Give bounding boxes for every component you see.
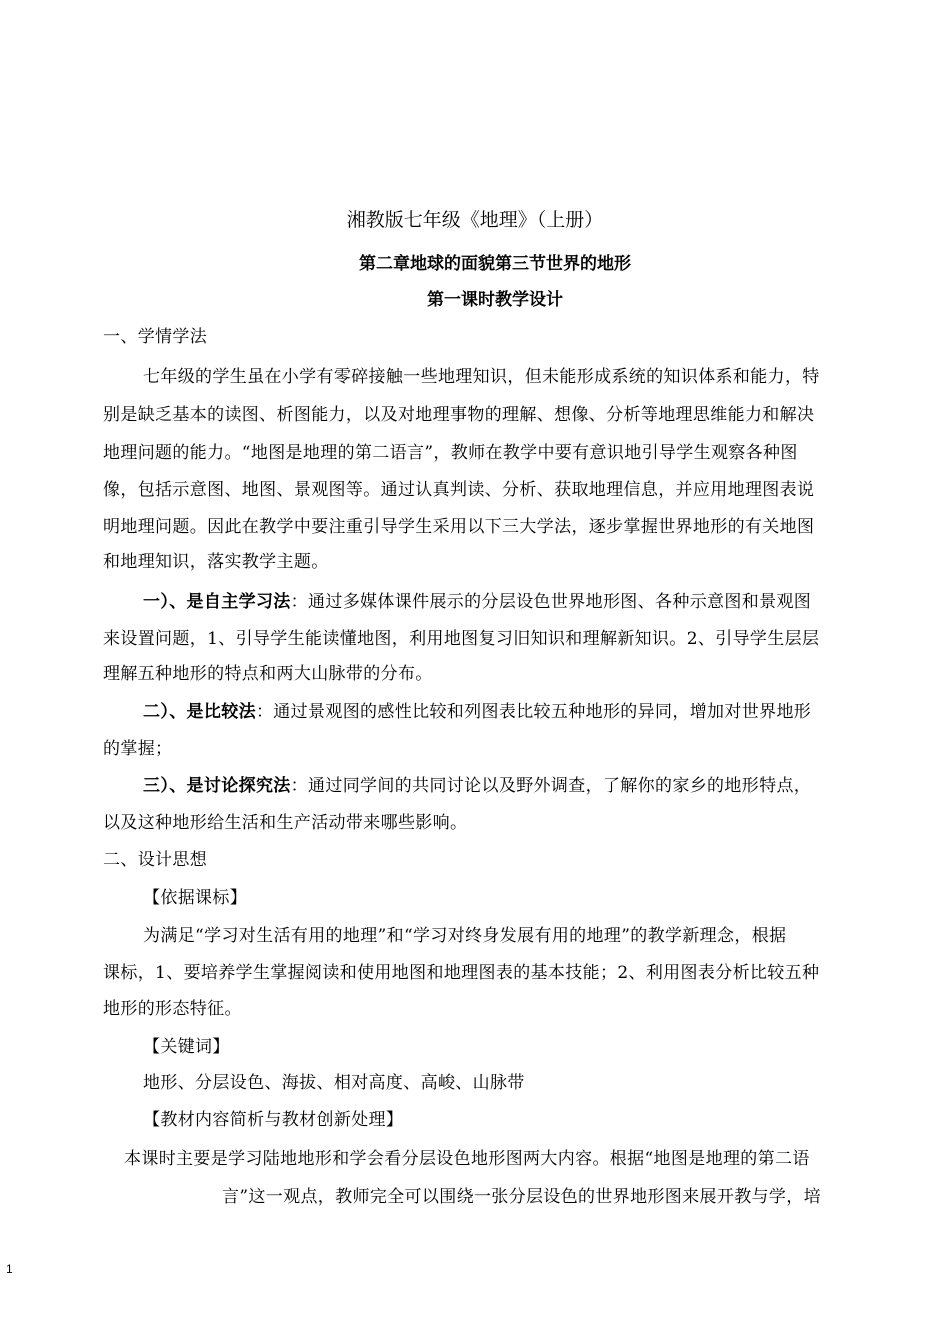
method-label: 一）、是自主学习法 [143,592,291,612]
paragraph-line: 和地理知识，落实教学主题。 [103,552,329,572]
section-heading-design: 二、设计思想 [103,850,208,870]
method-line [143,590,811,614]
paragraph-line: 本课时主要是学习陆地地形和学会看分层设色地形图两大内容。根据“地图是地理的第二语 [124,1149,810,1169]
method-text: ：通过同学间的共同讨论以及野外调查，了解你的家乡的地形特点， [290,776,812,796]
paragraph-line: 的掌握； [103,739,173,759]
paragraph-line: 别是缺乏基本的读图、析图能力，以及对地理事物的理解、想像、分析等地理思维能力和解决 [103,405,815,425]
paragraph-line: 像，包括示意图、地图、景观图等。通过认真判读、分析、获取地理信息，并应用地理图表说 [103,480,815,500]
method-line [143,774,811,798]
method-text: ：通过多媒体课件展示的分层设色世界地形图、各种示意图和景观图 [290,592,812,612]
subheading-basis: 【依据课标】 [143,888,248,908]
paragraph-line: 来设置问题，1、引导学生能读懂地图，利用地图复习旧知识和理解新知识。2、引导学生层层 [103,629,820,649]
paragraph-line: 七年级的学生虽在小学有零碎接触一些地理知识，但未能形成系统的知识体系和能力，特 [143,367,820,387]
paragraph-line: 明地理问题。因此在教学中要注重引导学生采用以下三大学法，逐步掌握世界地形的有关地图 [103,517,815,537]
keywords-line: 地形、分层设色、海拔、相对高度、高峻、山脉带 [143,1073,525,1093]
paragraph-line: 课标，1、要培养学生掌握阅读和使用地图和地理图表的基本技能；2、利用图表分析比较五种 [103,963,820,983]
method-label: 三）、是讨论探究法 [143,776,291,796]
paragraph-line: 为满足“学习对生活有用的地理”和“学习对终身发展有用的地理”的教学新理念，根据 [143,926,787,946]
subheading-content: 【教材内容简析与教材创新处理】 [143,1110,404,1130]
method-line [143,700,811,724]
page-number: 1 [6,1262,13,1276]
method-label: 二）、是比较法 [143,702,256,722]
paragraph-line: 地形的形态特征。 [103,999,242,1019]
lesson-heading: 第一课时教学设计 [427,290,563,310]
chapter-heading: 第二章地球的面貌第三节世界的地形 [359,254,631,274]
paragraph-line: 地理问题的能力。“地图是地理的第二语言”，教师在教学中要有意识地引导学生观察各种图 [103,443,798,463]
paragraph-line: 言”这一观点，教师完全可以围绕一张分层设色的世界地形图来展开教与学，培 [222,1187,821,1207]
method-text: ：通过景观图的感性比较和列图表比较五种地形的异同，增加对世界地形 [255,702,812,722]
subheading-keywords: 【关键词】 [143,1037,230,1057]
paragraph-line: 以及这种地形给生活和生产活动带来哪些影响。 [103,813,468,833]
paragraph-line: 理解五种地形的特点和两大山脉带的分布。 [103,664,433,684]
document-title: 湘教版七年级《地理》（上册） [346,209,604,231]
section-heading-learning: 一、学情学法 [103,327,208,347]
